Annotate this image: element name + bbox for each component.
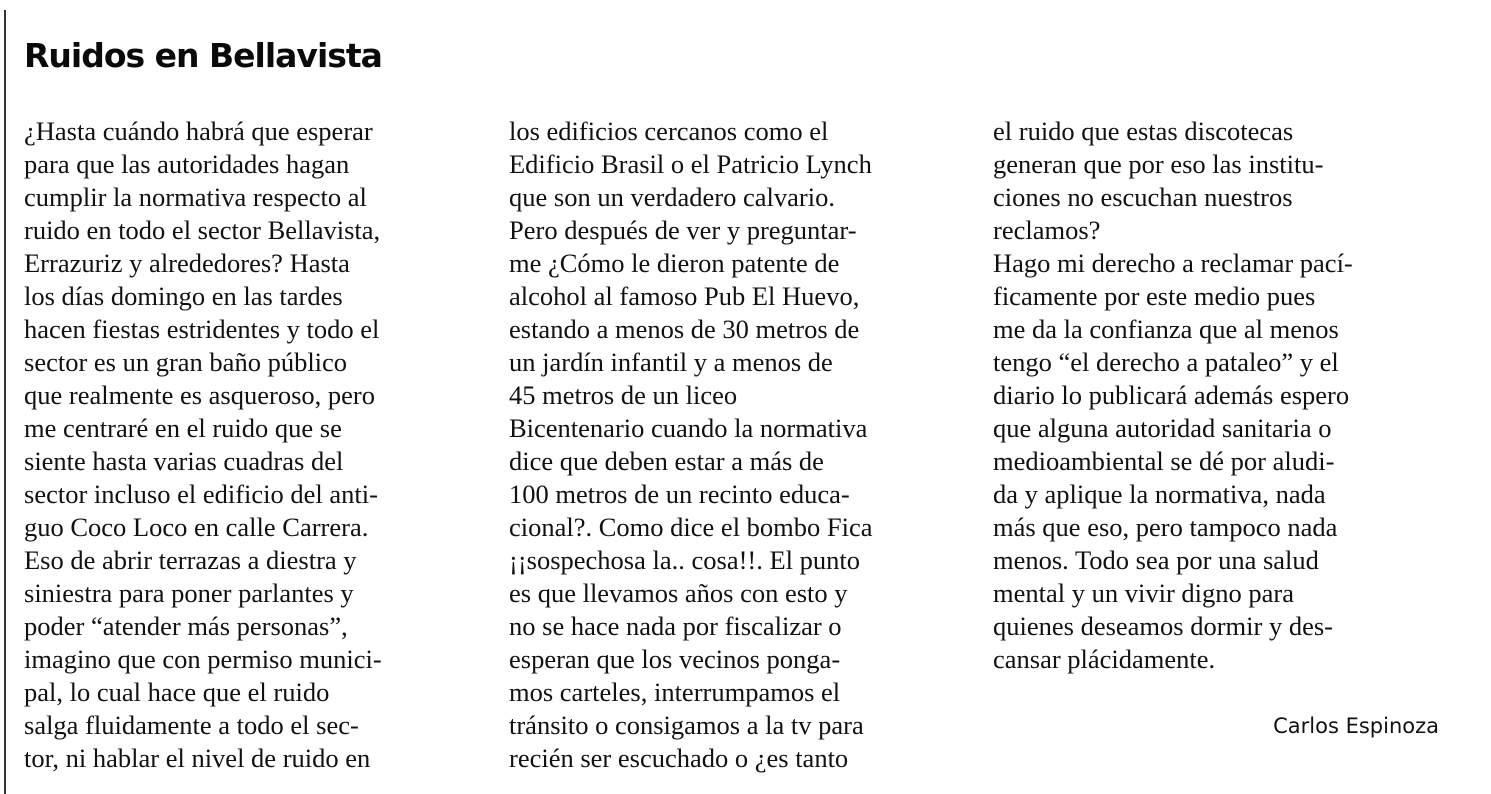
text-line: estando a menos de 30 metros de: [509, 314, 860, 344]
text-line: 45 metros de un liceo: [509, 380, 738, 410]
text-line: recién ser escuchado o ¿es tanto: [509, 743, 849, 773]
author-signature: Carlos Espinoza: [1273, 714, 1439, 738]
text-line: Bicentenario cuando la normativa: [509, 413, 868, 443]
article-column-2: [509, 115, 974, 775]
text-line: pal, lo cual hace que el ruido: [24, 677, 330, 707]
text-line: un jardín infantil y a menos de: [509, 347, 833, 377]
article-title: Ruidos en Bellavista: [24, 36, 382, 75]
text-line: ruido en todo el sector Bellavista,: [24, 215, 381, 245]
text-line: mos carteles, interrumpamos el: [509, 677, 841, 707]
text-line: ¡¡sospechosa la.. cosa!!. El punto: [509, 545, 861, 575]
text-line: ciones no escuchan nuestros: [993, 182, 1293, 212]
text-line: imagino que con permiso munici-: [24, 644, 382, 674]
text-line: tránsito o consigamos a la tv para: [509, 710, 864, 740]
text-line: que realmente es asqueroso, pero: [24, 380, 375, 410]
text-line: esperan que los vecinos ponga-: [509, 644, 841, 674]
text-line: Eso de abrir terrazas a diestra y: [24, 545, 357, 575]
text-line: generan que por eso las institu-: [993, 149, 1324, 179]
text-line: me ¿Cómo le dieron patente de: [509, 248, 840, 278]
text-line: Errazuriz y alrededores? Hasta: [24, 248, 350, 278]
text-line: cansar plácidamente.: [993, 644, 1216, 674]
left-border-rule: [4, 10, 6, 794]
text-line: ¿Hasta cuándo habrá que esperar: [24, 116, 373, 146]
text-line: alcohol al famoso Pub El Huevo,: [509, 281, 860, 311]
text-line: reclamos?: [993, 215, 1101, 245]
text-line: quienes deseamos dormir y des-: [993, 611, 1333, 641]
article-column-1: [24, 115, 484, 775]
text-line: más que eso, pero tampoco nada: [993, 512, 1338, 542]
text-line: los edificios cercanos como el: [509, 116, 829, 146]
text-line: mental y un vivir digno para: [993, 578, 1294, 608]
text-line: cional?. Como dice el bombo Fica: [509, 512, 873, 542]
text-line: Pero después de ver y preguntar-: [509, 215, 857, 245]
text-line: siente hasta varias cuadras del: [24, 446, 344, 476]
text-line: siniestra para poner parlantes y: [24, 578, 354, 608]
text-line: 100 metros de un recinto educa-: [509, 479, 850, 509]
text-line: da y aplique la normativa, nada: [993, 479, 1326, 509]
text-line: me centraré en el ruido que se: [24, 413, 342, 443]
text-line: Edificio Brasil o el Patricio Lynch: [509, 149, 872, 179]
text-line: que son un verdadero calvario.: [509, 182, 835, 212]
text-line: diario lo publicará además espero: [993, 380, 1350, 410]
text-line: guo Coco Loco en calle Carrera.: [24, 512, 369, 542]
text-line: sector es un gran baño público: [24, 347, 348, 377]
text-line: tengo “el derecho a pataleo” y el: [993, 347, 1339, 377]
text-line: salga fluidamente a todo el sec-: [24, 710, 359, 740]
text-line: para que las autoridades hagan: [24, 149, 350, 179]
text-line: cumplir la normativa respecto al: [24, 182, 367, 212]
text-line: es que llevamos años con esto y: [509, 578, 848, 608]
text-line: ficamente por este medio pues: [993, 281, 1316, 311]
text-line: poder “atender más personas”,: [24, 611, 348, 641]
text-line: los días domingo en las tardes: [24, 281, 343, 311]
text-line: hacen fiestas estridentes y todo el: [24, 314, 380, 344]
text-line: dice que deben estar a más de: [509, 446, 824, 476]
text-line: no se hace nada por fiscalizar o: [509, 611, 842, 641]
article-column-3: [993, 115, 1453, 676]
text-line: el ruido que estas discotecas: [993, 116, 1294, 146]
text-line: menos. Todo sea por una salud: [993, 545, 1319, 575]
text-line: tor, ni hablar el nivel de ruido en: [24, 743, 371, 773]
text-line: me da la confianza que al menos: [993, 314, 1339, 344]
text-line: Hago mi derecho a reclamar pací-: [993, 248, 1353, 278]
text-line: que alguna autoridad sanitaria o: [993, 413, 1332, 443]
text-line: medioambiental se dé por aludi-: [993, 446, 1335, 476]
text-line: sector incluso el edificio del anti-: [24, 479, 378, 509]
